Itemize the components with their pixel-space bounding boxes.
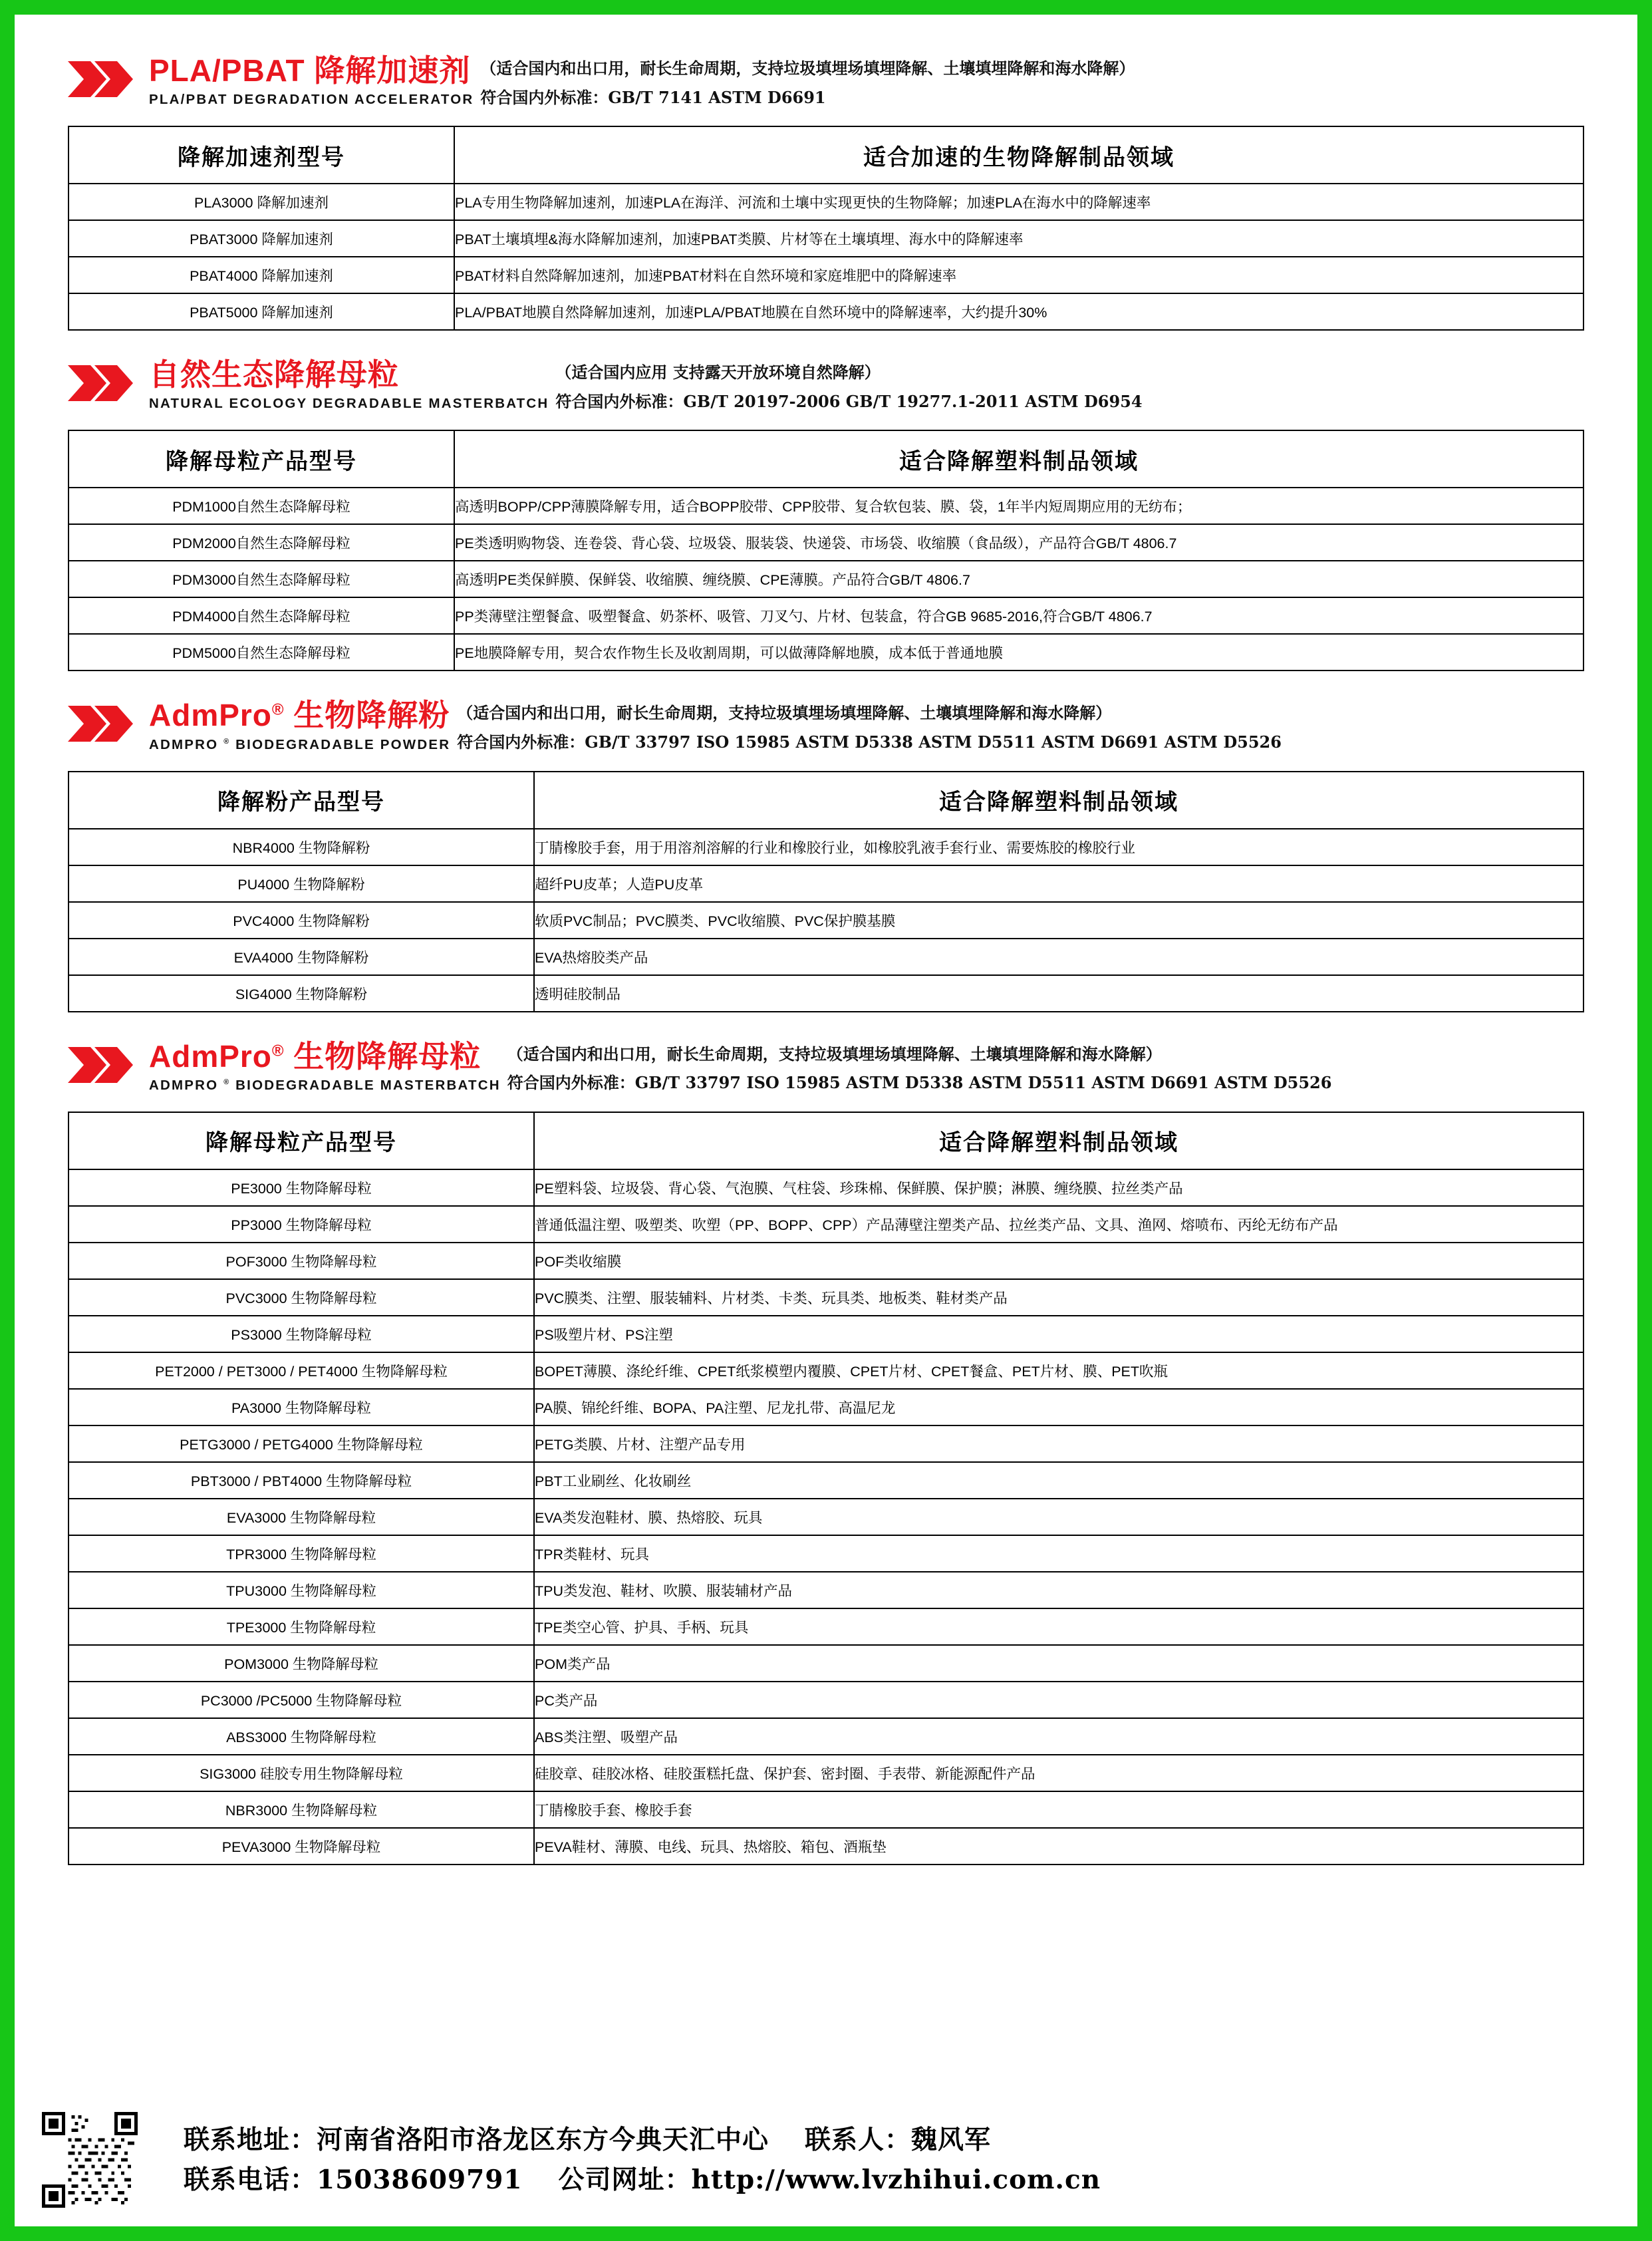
cell-desc: PBAT土壤填埋&海水降解加速剂，加速PBAT类膜、片材等在土壤填埋、海水中的降解速率 (454, 220, 1583, 257)
cell-desc: PE地膜降解专用，契合农作物生长及收割周期，可以做薄降解地膜，成本低于普通地膜 (454, 634, 1583, 671)
spec-table-2 (68, 430, 1584, 671)
cell-model: EVA4000 生物降解粉 (69, 939, 534, 975)
section-title-en: ADMPRO ® BIODEGRADABLE POWDER (149, 736, 451, 752)
section-header-2 (68, 359, 1584, 412)
cell-model: PDM1000自然生态降解母粒 (69, 488, 454, 524)
header-desc: 适合降解塑料制品领域 (534, 1112, 1583, 1169)
section-title-cn: AdmPro® 生物降解母粒 (149, 1038, 482, 1074)
cell-desc: BOPET薄膜、涤纶纤维、CPET纸浆模塑内覆膜、CPET片材、CPET餐盒、PET片材、膜、PET吹瓶 (534, 1352, 1583, 1389)
table-row (69, 1608, 1583, 1645)
cell-model: SIG4000 生物降解粉 (69, 975, 534, 1012)
cell-desc: PLA专用生物降解加速剂，加速PLA在海洋、河流和土壤中实现更快的生物降解；加速PLA在海水中的降解速率 (454, 184, 1583, 220)
table-header-row (69, 430, 1583, 488)
table-row (69, 488, 1583, 524)
cell-desc: PC类产品 (534, 1682, 1583, 1718)
table-row (69, 1316, 1583, 1352)
table-row (69, 1718, 1583, 1755)
header-model: 降解粉产品型号 (69, 772, 534, 829)
table-row (69, 1169, 1583, 1206)
cell-desc: 丁腈橡胶手套、橡胶手套 (534, 1791, 1583, 1828)
contact-address-line (184, 2120, 1101, 2160)
table-row (69, 865, 1583, 902)
cell-model: PDM4000自然生态降解母粒 (69, 597, 454, 634)
table-row (69, 1828, 1583, 1865)
qr-code[interactable] (39, 2109, 141, 2211)
table-row (69, 1279, 1583, 1316)
section-title-en: PLA/PBAT DEGRADATION ACCELERATOR (149, 92, 474, 108)
cell-model: TPR3000 生物降解母粒 (69, 1535, 534, 1572)
table-row (69, 902, 1583, 939)
cell-desc: POM类产品 (534, 1645, 1583, 1682)
section-standard-3: 符合国内外标准：GB/T 33797 ISO 15985 ASTM D5338 ASTM D5511 ASTM D6691 ASTM D5526 (457, 732, 1282, 752)
table-row (69, 1682, 1583, 1718)
section-note-4: （适合国内和出口用，耐长生命周期，支持垃圾填埋场填埋降解、土壤填埋降解和海水降解） (507, 1044, 1162, 1064)
table-row (69, 293, 1583, 330)
cell-desc: POF类收缩膜 (534, 1243, 1583, 1279)
cell-desc: PEVA鞋材、薄膜、电线、玩具、热熔胶、箱包、酒瓶垫 (534, 1828, 1583, 1865)
table-row (69, 1791, 1583, 1828)
footer-contact-bar (15, 2093, 1637, 2226)
poster-sheet (15, 15, 1637, 2226)
double-arrow-icon (68, 1044, 140, 1086)
header-desc: 适合降解塑料制品领域 (534, 772, 1583, 829)
section-note-3: （适合国内和出口用，耐长生命周期，支持垃圾填埋场填埋降解、土壤填埋降解和海水降解） (457, 703, 1112, 723)
table-row (69, 939, 1583, 975)
cell-desc: 透明硅胶制品 (534, 975, 1583, 1012)
table-row (69, 524, 1583, 561)
section-note-2: （适合国内应用 支持露天开放环境自然降解） (555, 363, 881, 382)
cell-model: PLA3000 降解加速剂 (69, 184, 454, 220)
website-label: 公司网址： (558, 2165, 692, 2195)
cell-model: PBAT5000 降解加速剂 (69, 293, 454, 330)
cell-desc: 高透明PE类保鲜膜、保鲜袋、收缩膜、缠绕膜、CPE薄膜。产品符合GB/T 4806.7 (454, 561, 1583, 597)
section-header-4 (68, 1040, 1584, 1094)
cell-desc: EVA热熔胶类产品 (534, 939, 1583, 975)
cell-model: PEVA3000 生物降解母粒 (69, 1828, 534, 1865)
header-desc: 适合加速的生物降解制品领域 (454, 126, 1583, 184)
section-note-1: （适合国内和出口用，耐长生命周期，支持垃圾填埋场填埋降解、土壤填埋降解和海水降解） (480, 59, 1135, 78)
cell-model: POF3000 生物降解母粒 (69, 1243, 534, 1279)
cell-model: PVC3000 生物降解母粒 (69, 1279, 534, 1316)
table-row (69, 561, 1583, 597)
cell-desc: 高透明BOPP/CPP薄膜降解专用，适合BOPP胶带、CPP胶带、复合软包装、膜、袋，1年半内短周期应用的无纺布； (454, 488, 1583, 524)
contact-person-value: 魏风军 (911, 2124, 992, 2155)
cell-model: TPE3000 生物降解母粒 (69, 1608, 534, 1645)
double-arrow-icon (68, 59, 140, 100)
section-standard-4: 符合国内外标准：GB/T 33797 ISO 15985 ASTM D5338 ASTM D5511 ASTM D6691 ASTM D5526 (507, 1073, 1332, 1093)
cell-desc: 硅胶章、硅胶冰格、硅胶蛋糕托盘、保护套、密封圈、手表带、新能源配件产品 (534, 1755, 1583, 1791)
table-row (69, 1755, 1583, 1791)
cell-model: PC3000 /PC5000 生物降解母粒 (69, 1682, 534, 1718)
cell-desc: 丁腈橡胶手套，用于用溶剂溶解的行业和橡胶行业，如橡胶乳液手套行业、需要炼胶的橡胶行业 (534, 829, 1583, 865)
section-standard-2: 符合国内外标准：GB/T 20197-2006 GB/T 19277.1-2011 ASTM D6954 (555, 391, 1143, 411)
table-row (69, 1535, 1583, 1572)
cell-desc: EVA类发泡鞋材、膜、热熔胶、玩具 (534, 1499, 1583, 1535)
phone-label: 联系电话： (184, 2165, 317, 2195)
header-desc: 适合降解塑料制品领域 (454, 430, 1583, 488)
table-header-row (69, 772, 1583, 829)
cell-desc: PP类薄壁注塑餐盒、吸塑餐盒、奶茶杯、吸管、刀叉勺、片材、包装盒，符合GB 9685-2016,符合GB/T 4806.7 (454, 597, 1583, 634)
section-title-block-4 (149, 1040, 1331, 1094)
cell-model: TPU3000 生物降解母粒 (69, 1572, 534, 1608)
cell-model: PETG3000 / PETG4000 生物降解母粒 (69, 1425, 534, 1462)
section-title-en: NATURAL ECOLOGY DEGRADABLE MASTERBATCH (149, 396, 549, 412)
cell-desc: 普通低温注塑、吸塑类、吹塑（PP、BOPP、CPP）产品薄壁注塑类产品、拉丝类产品、文具、渔网、熔喷布、丙纶无纺布产品 (534, 1206, 1583, 1243)
cell-model: PET2000 / PET3000 / PET4000 生物降解母粒 (69, 1352, 534, 1389)
cell-desc: 软质PVC制品；PVC膜类、PVC收缩膜、PVC保护膜基膜 (534, 902, 1583, 939)
header-model: 降解母粒产品型号 (69, 430, 454, 488)
table-header-row (69, 126, 1583, 184)
contact-info (184, 2120, 1101, 2200)
cell-desc: PE类透明购物袋、连卷袋、背心袋、垃圾袋、服装袋、快递袋、市场袋、收缩膜（食品级），产品符合GB/T 4806.7 (454, 524, 1583, 561)
cell-model: PDM5000自然生态降解母粒 (69, 634, 454, 671)
section-title-block-3 (149, 699, 1282, 753)
section-title-cn: AdmPro® 生物降解粉 (149, 698, 450, 733)
cell-model: NBR4000 生物降解粉 (69, 829, 534, 865)
cell-desc: PBAT材料自然降解加速剂，加速PBAT材料在自然环境和家庭堆肥中的降解速率 (454, 257, 1583, 293)
cell-model: SIG3000 硅胶专用生物降解母粒 (69, 1755, 534, 1791)
address-value: 河南省洛阳市洛龙区东方今典天汇中心 (317, 2124, 769, 2155)
address-label: 联系地址： (184, 2124, 317, 2155)
cell-desc: ABS类注塑、吸塑产品 (534, 1718, 1583, 1755)
table-row (69, 1645, 1583, 1682)
table-row (69, 1389, 1583, 1425)
header-model: 降解母粒产品型号 (69, 1112, 534, 1169)
cell-desc: 超纤PU皮革；人造PU皮革 (534, 865, 1583, 902)
cell-model: PBAT4000 降解加速剂 (69, 257, 454, 293)
spec-table-1 (68, 126, 1584, 331)
table-row (69, 829, 1583, 865)
cell-desc: PETG类膜、片材、注塑产品专用 (534, 1425, 1583, 1462)
table-row (69, 1206, 1583, 1243)
cell-desc: TPE类空心管、护具、手柄、玩具 (534, 1608, 1583, 1645)
table-row (69, 1572, 1583, 1608)
cell-model: PVC4000 生物降解粉 (69, 902, 534, 939)
table-row (69, 1462, 1583, 1499)
table-row (69, 1352, 1583, 1389)
table-row (69, 220, 1583, 257)
header-model: 降解加速剂型号 (69, 126, 454, 184)
cell-desc: PLA/PBAT地膜自然降解加速剂，加速PLA/PBAT地膜在自然环境中的降解速率，大约提升30% (454, 293, 1583, 330)
table-row (69, 184, 1583, 220)
cell-model: PE3000 生物降解母粒 (69, 1169, 534, 1206)
section-standard-1: 符合国内外标准：GB/T 7141 ASTM D6691 (480, 87, 826, 107)
section-title-block-2 (149, 359, 1143, 412)
cell-model: EVA3000 生物降解母粒 (69, 1499, 534, 1535)
cell-model: POM3000 生物降解母粒 (69, 1645, 534, 1682)
cell-model: PS3000 生物降解母粒 (69, 1316, 534, 1352)
section-header-1 (68, 55, 1584, 108)
cell-model: PA3000 生物降解母粒 (69, 1389, 534, 1425)
spec-table-4 (68, 1112, 1584, 1865)
contact-person-label: 联系人： (805, 2124, 912, 2155)
cell-model: PDM3000自然生态降解母粒 (69, 561, 454, 597)
section-title-block-1 (149, 55, 1135, 108)
cell-desc: TPR类鞋材、玩具 (534, 1535, 1583, 1572)
table-row (69, 1243, 1583, 1279)
cell-desc: TPU类发泡、鞋材、吹膜、服装辅材产品 (534, 1572, 1583, 1608)
cell-model: ABS3000 生物降解母粒 (69, 1718, 534, 1755)
cell-model: PP3000 生物降解母粒 (69, 1206, 534, 1243)
double-arrow-icon (68, 363, 140, 404)
website-value[interactable]: http://www.lvzhihui.com.cn (691, 2165, 1101, 2195)
cell-model: PDM2000自然生态降解母粒 (69, 524, 454, 561)
phone-value: 15038609791 (317, 2165, 523, 2195)
table-row (69, 597, 1583, 634)
section-title-en: ADMPRO ® BIODEGRADABLE MASTERBATCH (149, 1077, 501, 1093)
cell-desc: PE塑料袋、垃圾袋、背心袋、气泡膜、气柱袋、珍珠棉、保鲜膜、保护膜；淋膜、缠绕膜、拉丝类产品 (534, 1169, 1583, 1206)
section-title-cn: 自然生态降解母粒 (149, 357, 399, 392)
table-header-row (69, 1112, 1583, 1169)
cell-desc: PA膜、锦纶纤维、BOPA、PA注塑、尼龙扎带、高温尼龙 (534, 1389, 1583, 1425)
table-row (69, 257, 1583, 293)
cell-desc: PBT工业刷丝、化妆刷丝 (534, 1462, 1583, 1499)
table-row (69, 1499, 1583, 1535)
table-row (69, 975, 1583, 1012)
table-row (69, 1425, 1583, 1462)
cell-model: PU4000 生物降解粉 (69, 865, 534, 902)
table-row (69, 634, 1583, 671)
cell-desc: PS吸塑片材、PS注塑 (534, 1316, 1583, 1352)
cell-model: PBAT3000 降解加速剂 (69, 220, 454, 257)
section-header-3 (68, 699, 1584, 753)
cell-model: NBR3000 生物降解母粒 (69, 1791, 534, 1828)
contact-phone-line (184, 2160, 1101, 2200)
section-title-cn: PLA/PBAT 降解加速剂 (149, 53, 471, 88)
double-arrow-icon (68, 703, 140, 744)
cell-model: PBT3000 / PBT4000 生物降解母粒 (69, 1462, 534, 1499)
spec-table-3 (68, 771, 1584, 1012)
cell-desc: PVC膜类、注塑、服装辅料、片材类、卡类、玩具类、地板类、鞋材类产品 (534, 1279, 1583, 1316)
